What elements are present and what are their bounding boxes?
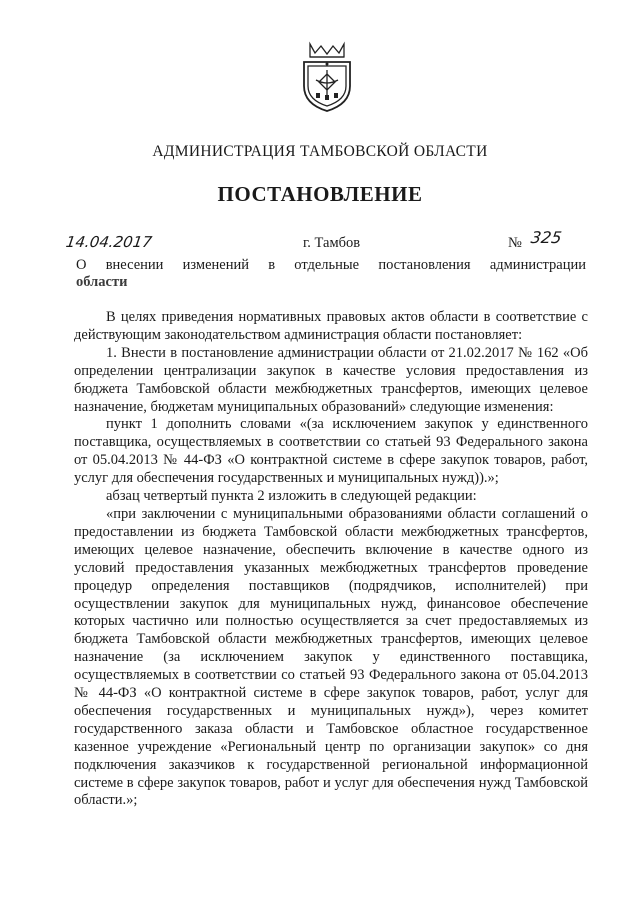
city: г. Тамбов (303, 235, 361, 251)
number-label: № (508, 235, 522, 251)
document-body (74, 309, 588, 810)
body-paragraph-point-1: пункт 1 дополнить словами «(за исключением закупок у единственного поставщика, осуществляемых в соответствии со статьей 93 Федерального закона от 05.04.2013 № 44-ФЗ «О контрактной системе в сфере закупок товаров, работ, услуг для обеспечения государственных и муниципальных нужд)).»; (74, 416, 588, 487)
handwritten-number: 325 (529, 228, 563, 247)
body-paragraph-abzac: абзац четвертый пункта 2 изложить в следующей редакции: (106, 488, 477, 505)
body-paragraph-new-text: «при заключении с муниципальными образованиями области соглашений о предоставлении из бюджета Тамбовской области межбюджетных трансфертов, имеющих целевое назначение, обеспечить включение в качестве одного из условий предоставления указанных межбюджетных трансфертов проведение процедур определения поставщиков (подрядчиков, исполнителей) при осуществлении закупок для муниципальных нужд, финансовое обеспечение которых частично или полностью осуществляется за счет предоставляемых из бюджета Тамбовской области межбюджетных трансфертов, имеющих целевое назначение (за исключением закупок у единственного поставщика, осуществляемых в соответствии со статьей 93 Федерального закона от 05.04.2013 № 44-ФЗ «О контрактной системе в сфере закупок товаров, работ, услуг для обеспечения государственных и муниципальных нужд»), через комитет государственного заказа области и Тамбовское областное государственное казенное учреждение «Региональный центр по организации закупок» со дня подключения заказчиков к государственной региональной информационной системе в сфере закупок товаров, работ и услуг для обеспечения нужд Тамбовской области.»; (74, 505, 588, 809)
document-subject (76, 257, 586, 291)
body-paragraph-preamble: В целях приведения нормативных правовых актов области в соответствие с действующим законодательством администрация области постановляет: (74, 309, 588, 343)
subject-line-1: О внесении изменений в отдельные постановления администрации (76, 257, 586, 273)
body-paragraph-item-1: 1. Внести в постановление администрации области от 21.02.2017 № 162 «Об определении централизации закупок в качестве условия предоставления из бюджета Тамбовской области межбюджетных трансфертов, имеющих целевое назначение, бюджетам муниципальных образований» следующие изменения: (74, 344, 588, 415)
handwritten-date: 14.04.2017 (64, 233, 154, 251)
coat-of-arms-emblem (296, 40, 358, 114)
document-type-title: ПОСТАНОВЛЕНИЕ (217, 182, 423, 206)
organization-name: АДМИНИСТРАЦИЯ ТАМБОВСКОЙ ОБЛАСТИ (152, 143, 488, 160)
subject-line-2: области (76, 274, 128, 290)
